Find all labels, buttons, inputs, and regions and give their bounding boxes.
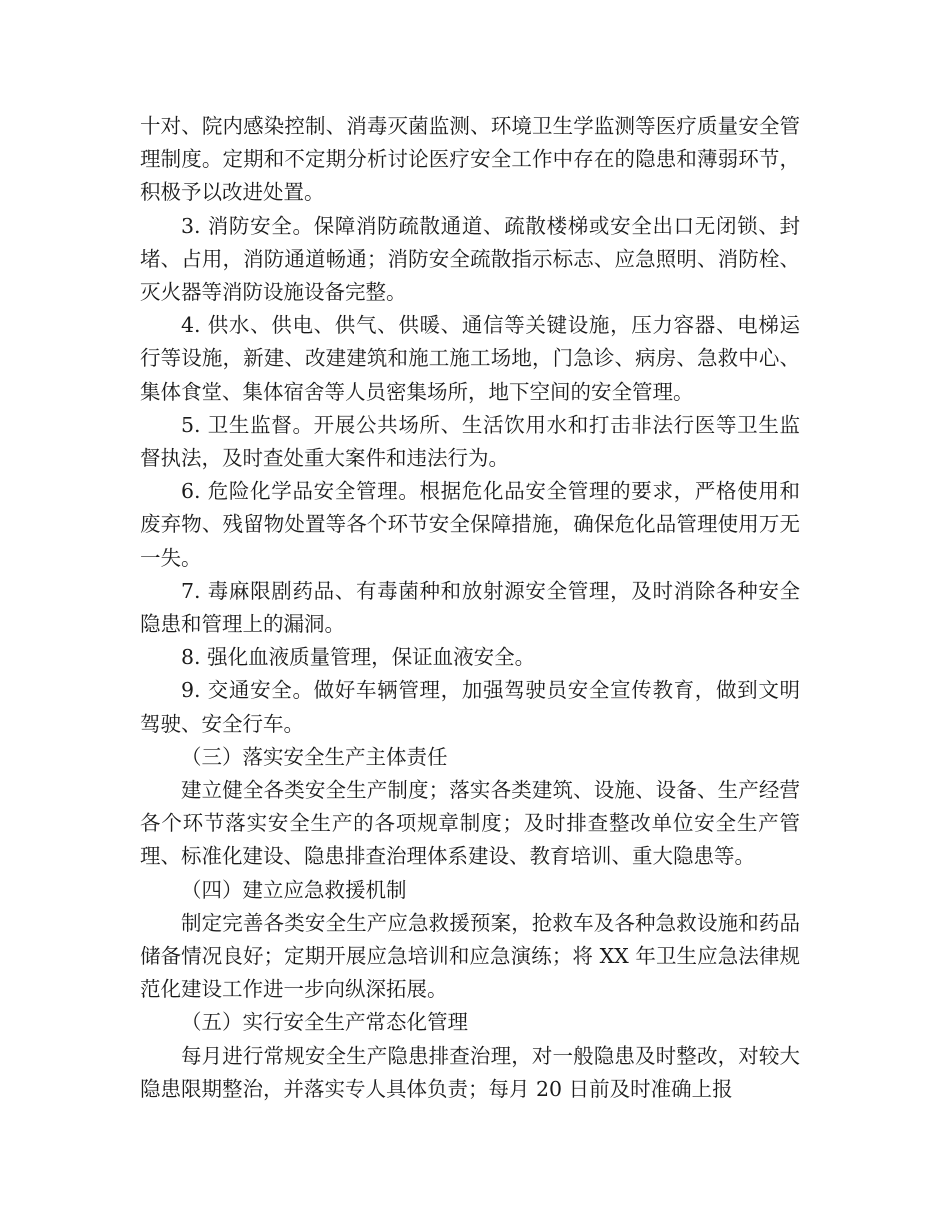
- document-body: [140, 110, 800, 1106]
- paragraph-section-5-body: 每月进行常规安全生产隐患排查治理，对一般隐患及时整改，对较大隐患限期整治，并落实专人具体负责；每月 20 日前及时准确上报: [140, 1043, 800, 1101]
- paragraph-item-7-controlled-drugs: 7. 毒麻限剧药品、有毒菌种和放射源安全管理，及时消除各种安全隐患和管理上的漏洞。: [140, 578, 800, 637]
- paragraph-item-6-hazardous-chemicals: 6. 危险化学品安全管理。根据危化品安全管理的要求，严格使用和废弃物、残留物处置等各个环节安全保障措施，确保危化品管理使用万无一失。: [140, 479, 800, 570]
- section-heading-4: （四）建立应急救援机制: [181, 877, 407, 902]
- section-heading-5: （五）实行安全生产常态化管理: [181, 1010, 468, 1035]
- paragraph-item-8-blood-quality: 8. 强化血液质量管理，保证血液安全。: [181, 645, 536, 670]
- section-heading-3: （三）落实安全生产主体责任: [181, 744, 448, 769]
- paragraph-continuation: 十对、院内感染控制、消毒灭菌监测、环境卫生学监测等医疗质量安全管理制度。定期和不定期分析讨论医疗安全工作中存在的隐患和薄弱环节，积极予以改进处置。: [140, 114, 800, 205]
- paragraph-section-3-body: 建立健全各类安全生产制度；落实各类建筑、设施、设备、生产经营各个环节落实安全生产的各项规章制度；及时排查整改单位安全生产管理、标准化建设、隐患排查治理体系建设、教育培训、重大隐患等。: [140, 778, 800, 869]
- paragraph-item-5-health-supervision: 5. 卫生监督。开展公共场所、生活饮用水和打击非法行医等卫生监督执法，及时查处重大案件和违法行为。: [140, 412, 800, 471]
- paragraph-item-3-fire-safety: 3. 消防安全。保障消防疏散通道、疏散楼梯或安全出口无闭锁、封堵、占用，消防通道畅通；消防安全疏散指示标志、应急照明、消防栓、灭火器等消防设施设备完整。: [140, 213, 800, 305]
- paragraph-item-9-traffic-safety: 9. 交通安全。做好车辆管理，加强驾驶员安全宣传教育，做到文明驾驶、安全行车。: [140, 678, 800, 736]
- paragraph-section-4-body: 制定完善各类安全生产应急救援预案，抢救车及各种急救设施和药品储备情况良好；定期开展应急培训和应急演练；将 XX 年卫生应急法律规范化建设工作进一步向纵深拓展。: [140, 910, 800, 1002]
- paragraph-item-4-key-facilities: 4. 供水、供电、供气、供暖、通信等关键设施，压力容器、电梯运行等设施，新建、改建建筑和施工施工场地，门急诊、病房、急救中心、集体食堂、集体宿舍等人员密集场所，地下空间的安全管理。: [140, 313, 800, 404]
